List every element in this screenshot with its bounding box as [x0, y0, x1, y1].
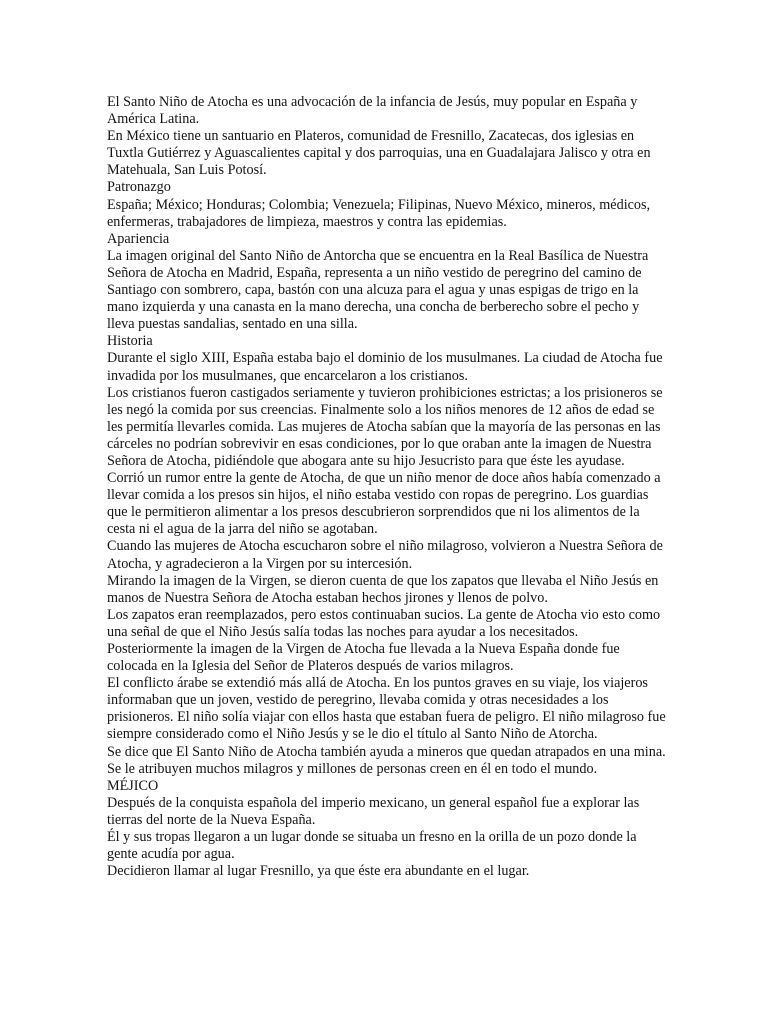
- heading-historia: Historia: [107, 333, 153, 350]
- paragraph-mejico-2: Él y sus tropas llegaron a un lugar donde se situaba un fresno en la orilla de un pozo donde la gente acudía por agua.: [107, 829, 637, 863]
- heading-patronazgo: Patronazgo: [107, 179, 171, 196]
- paragraph-history-7: Posteriormente la imagen de la Virgen de Atocha fue llevada a la Nueva España donde fue colocada en la Iglesia del Señor de Plateros después de varios milagros.: [107, 641, 620, 675]
- document-body: [107, 94, 667, 880]
- paragraph-mejico-1: Después de la conquista española del imperio mexicano, un general español fue a explorar las tierras del norte de la Nueva España.: [107, 794, 640, 828]
- heading-apariencia: Apariencia: [107, 230, 170, 247]
- paragraph-intro: El Santo Niño de Atocha es una advocación de la infancia de Jesús, muy popular en España y América Latina.: [107, 94, 638, 128]
- paragraph-history-5: Mirando la imagen de la Virgen, se dieron cuenta de que los zapatos que llevaba el Niño Jesús en manos de Nuestra Señora de Atocha estaban hechos jirones y llenos de polvo.: [107, 572, 659, 606]
- paragraph-patronage: España; México; Honduras; Colombia; Venezuela; Filipinas, Nuevo México, mineros, médicos, enfermeras, trabajadores de limpieza, maestros y contra las epidemias.: [107, 196, 651, 230]
- paragraph-history-3: Corrió un rumor entre la gente de Atocha, de que un niño menor de doce años había comenzado a llevar comida a los presos sin hijos, el niño estaba vestido con ropas de peregrino. Los guardias que le permitieron alimentar a los presos descubrieron sorprendidos que ni los alimentos de la cesta ni el agua de la jarra del niño se agotaban.: [107, 470, 661, 538]
- paragraph-mejico-3: Decidieron llamar al lugar Fresnillo, ya que éste era abundante en el lugar.: [107, 863, 530, 880]
- paragraph-mexico-sanctuaries: En México tiene un santuario en Plateros, comunidad de Fresnillo, Zacatecas, dos iglesias en Tuxtla Gutiérrez y Aguascalientes capital y dos parroquias, una en Guadalajara Jalisco y otra en Matehuala, San Luis Potosí.: [107, 128, 651, 179]
- paragraph-history-2: Los cristianos fueron castigados seriamente y tuvieron prohibiciones estrictas; a los prisioneros se les negó la comida por sus creencias. Finalmente solo a los niños menores de 12 años de edad se les permitía llevarles comida. Las mujeres de Atocha sabían que la mayoría de las personas en las cárceles no podrían sobrevivir en esas condiciones, por lo que oraban ante la imagen de Nuestra Señora de Atocha, pidiéndole que abogara ante su hijo Jesucristo para que éste les ayudase.: [107, 384, 663, 469]
- heading-mejico: MÉJICO: [107, 777, 159, 794]
- paragraph-history-9: Se dice que El Santo Niño de Atocha también ayuda a mineros que quedan atrapados en una mina. Se le atribuyen muchos milagros y millones de personas creen en él en todo el mundo.: [107, 743, 666, 777]
- paragraph-history-1: Durante el siglo XIII, España estaba bajo el dominio de los musulmanes. La ciudad de Atocha fue invadida por los musulmanes, que encarcelaron a los cristianos.: [107, 350, 663, 384]
- paragraph-appearance: La imagen original del Santo Niño de Antorcha que se encuentra en la Real Basílica de Nuestra Señora de Atocha en Madrid, España, representa a un niño vestido de peregrino del camino de Santiago con sombrero, capa, bastón con una alcuza para el agua y unas espigas de trigo en la mano izquierda y una canasta en la mano derecha, una concha de berberecho sobre el pecho y lleva puestas sandalias, sentado en una silla.: [107, 247, 649, 333]
- paragraph-history-4: Cuando las mujeres de Atocha escucharon sobre el niño milagroso, volvieron a Nuestra Señora de Atocha, y agradecieron a la Virgen por su intercesión.: [107, 538, 663, 572]
- paragraph-history-8: El conflicto árabe se extendió más allá de Atocha. En los puntos graves en su viaje, los viajeros informaban que un joven, vestido de peregrino, llevaba comida y otras necesidades a los prisioneros. El niño solía viajar con ellos hasta que estaban fuera de peligro. El niño milagroso fue siempre considerado como el Niño Jesús y se le dio el título al Santo Niño de Atorcha.: [107, 675, 666, 743]
- paragraph-history-6: Los zapatos eran reemplazados, pero estos continuaban sucios. La gente de Atocha vio esto como una señal de que el Niño Jesús salía todas las noches para ayudar a los necesitados.: [107, 606, 661, 640]
